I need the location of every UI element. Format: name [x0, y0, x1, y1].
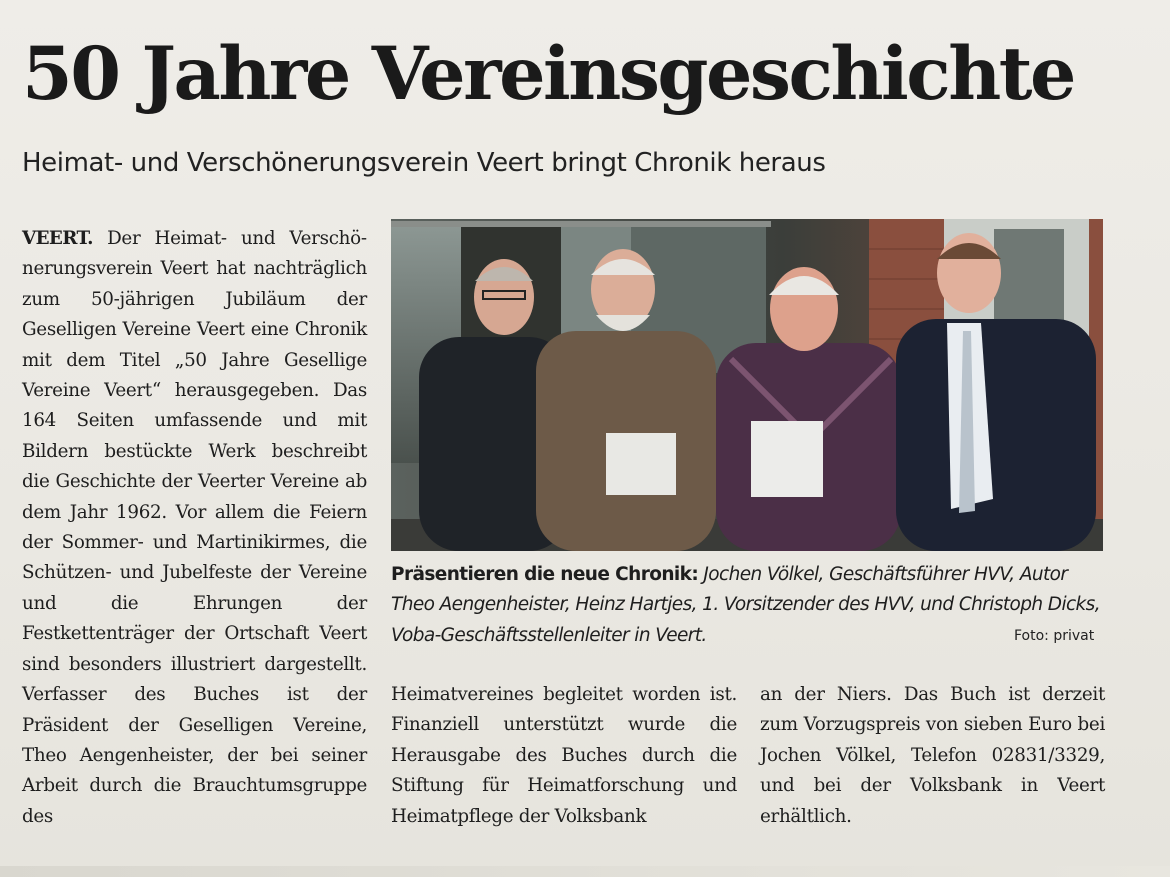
group-photo	[391, 219, 1103, 551]
headline: 50 Jahre Vereinsgeschichte	[22, 31, 1074, 117]
article-body-start: Der Heimat- und Verschönerungsverein Veert hat nachträglich zum 50-jährigen Jubiläum der Geselligen Vereine Veert eine Chronik mit dem Titel „50 Jahre Gesellige Vereine Veert“ herausgegeben. Das 164 Seiten umfassende und mit Bildern bestückte Werk beschreibt die Geschichte der Veerter Vereine ab dem Jahr 1962. Vor allem die Feiern der Sommer- und Martinikirmes, die Schützen- und Jubelfeste der Vereine und die Ehrungen der Festkettenträger der Ortschaft Veert sind besonders illustriert dargestellt. Verfasser des Buches ist der Präsident der Geselligen Vereine, Theo Aengenheister, der bei seiner Arbeit durch die Brauchtumsgruppe des	[22, 228, 367, 827]
article-column-2: Heimatvereines begleitet worden ist. Finanziell unterstützt wurde die Herausgabe des Buches durch die Stiftung für Heimatforschung und Heimatpflege der Volksbank	[391, 684, 737, 827]
article-column-3: an der Niers. Das Buch ist derzeit zum Vorzugspreis von sieben Euro bei Jochen Völkel, Telefon 02831/3329, und bei der Volksbank in Veert erhältlich.	[760, 684, 1105, 827]
photo-caption	[391, 560, 1107, 651]
paper-edge	[0, 866, 1170, 877]
subheadline: Heimat- und Verschönerungsverein Veert bringt Chronik heraus	[22, 148, 826, 178]
photo-credit: Foto: privat	[1014, 628, 1095, 644]
photo-illustration	[391, 219, 1103, 551]
article-column-1	[22, 224, 367, 832]
caption-lead: Präsentieren die neue Chronik:	[391, 564, 699, 585]
caption-text: Jochen Völkel, Geschäftsführer HVV, Autor Theo Aengenheister, Heinz Hartjes, 1. Vorsitzender des HVV, und Christoph Dicks, Voba-Geschäftsstellenleiter in Veert.	[391, 564, 1100, 646]
dateline: VEERT.	[22, 228, 93, 249]
